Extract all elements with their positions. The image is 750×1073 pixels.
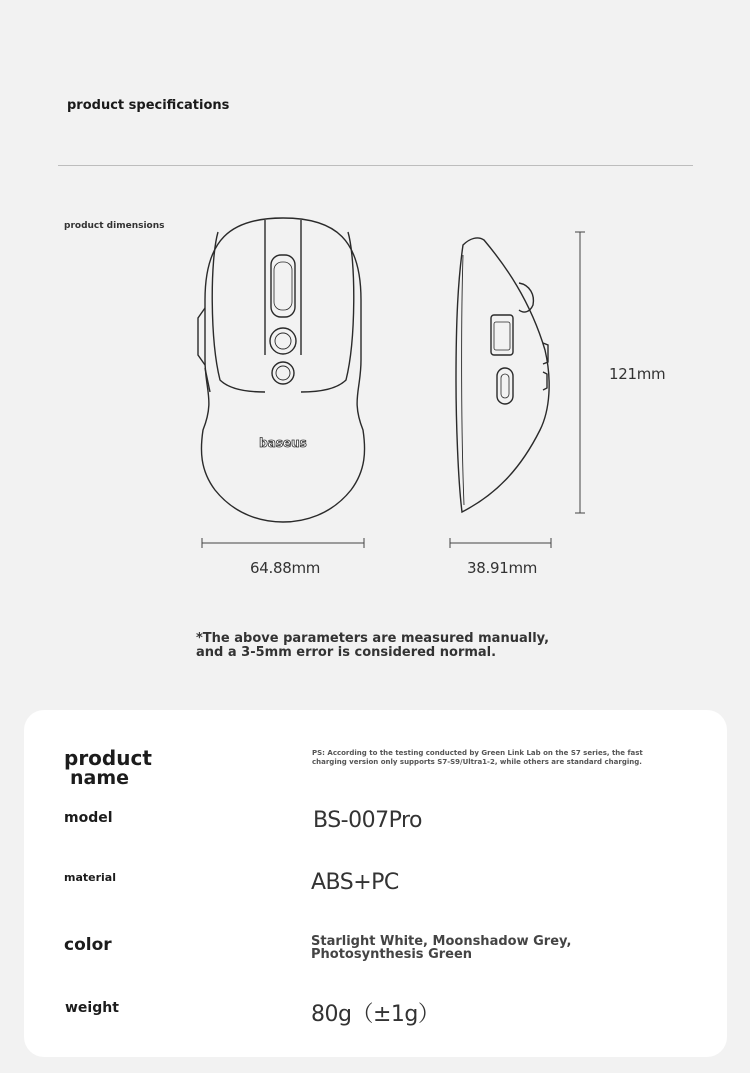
page-title: product specifications [67,98,230,113]
model-value: BS-007Pro [313,808,423,833]
mouse-side-view [456,238,549,512]
length-dimension: 121mm [609,365,666,383]
measurement-note: *The above parameters are measured manually, and a 3-5mm error is considered normal. [196,631,550,660]
model-label: model [64,810,113,826]
product-name-label-2: name [70,767,130,789]
weight-value: 80g（±1g） [311,1002,440,1027]
side-dimension: 38.91mm [467,559,538,577]
product-name-label: product [64,746,152,770]
material-value: ABS+PC [311,870,399,895]
brand-logo: baseus [259,436,307,450]
ps-note: PS: According to the testing conducted by Green Link Lab on the S7 series, the fast charging version only supports S7-S9/Ultra1-2, while others are standard charging. [312,749,643,766]
width-dimension: 64.88mm [250,559,321,577]
weight-label: weight [65,1000,119,1016]
mouse-top-view [198,218,365,522]
color-value: Starlight White, Moonshadow Grey, Photosynthesis Green [311,934,572,962]
material-label: material [64,871,116,884]
section-subtitle: product dimensions [64,221,165,231]
dimension-lines [202,232,585,548]
color-label: color [64,935,112,955]
